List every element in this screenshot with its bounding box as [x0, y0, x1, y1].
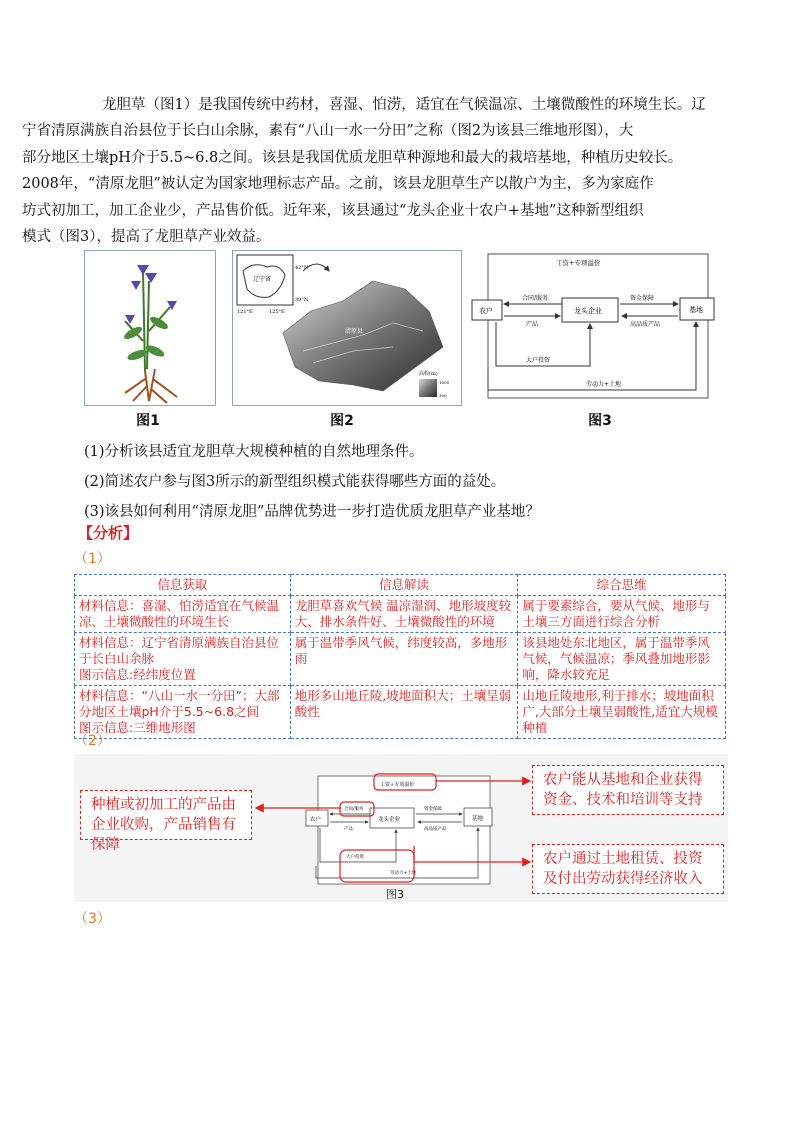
lon-right-label: 125°E — [269, 309, 285, 315]
table-cell: 属于温带季风气候，纬度较高，多地形雨 — [290, 633, 518, 686]
annotated-product: 产品 — [344, 827, 353, 832]
annotated-capital: 资金保障 — [424, 807, 442, 812]
part-3-label: （3） — [74, 911, 111, 927]
base-label: 基地 — [689, 306, 703, 314]
inset-label: 辽宁省 — [253, 276, 272, 283]
lat-bottom-label: 39°N — [295, 297, 309, 303]
intro-line: 宁省清原满族自治县位于长白山余脉，素有“八山一水一分田”之称（图2为该县三维地形图），大 — [22, 123, 634, 140]
table-cell: 材料信息：“八山一水一分田”；大部分地区土壤pH介于5.5~6.8之间 图示信息:三维地形图 — [75, 686, 291, 739]
table-cell: 该县地处东北地区，属于温带季风气候，气候温凉；季风叠加地形影响，降水较充足 — [518, 633, 726, 686]
figure-1-caption: 图1 — [136, 413, 160, 429]
farmer-label: 农户 — [479, 307, 493, 315]
annotated-contract: 合同/服务 — [344, 807, 364, 812]
table-cell: 地形多山地丘陵,坡地面积大；土壤呈弱酸性 — [290, 686, 518, 739]
county-label: 清原县 — [345, 328, 364, 335]
figure-3-caption: 图3 — [588, 413, 612, 429]
question-3: (3)该县如何利用“清原龙胆”品牌优势进一步打造优质龙胆草产业基地？ — [84, 504, 540, 520]
product-label: 产品 — [526, 321, 539, 328]
callout-product-sales: 种植或初加工的产品由企业收购，产品销售有保障 — [80, 790, 252, 840]
table-header: 信息解读 — [290, 575, 518, 596]
table-cell: 材料信息：喜湿、怕涝适宜在气候温凉、土壤微酸性的环境生长 — [75, 596, 291, 633]
intro-line: 部分地区土壤pH介于5.5~6.8之间。该县是我国优质龙胆草种源地和最大的栽培基地，种植历史较长。 — [22, 149, 683, 166]
analysis-heading: 【分析】 — [78, 524, 139, 542]
intro-line: 2008年，“清原龙胆”被认定为国家地理标志产品。之前，该县龙胆草生产以散户为主，多为家庭作 — [22, 176, 654, 193]
legend-high: 1000 — [439, 380, 450, 385]
callout-income: 农户通过土地租赁、投资及付出劳动获得经济收入 — [532, 844, 724, 894]
contract-label: 合同/服务 — [522, 295, 549, 302]
annotated-quality: 高品质产品 — [424, 827, 447, 832]
legend-low: 100 — [439, 393, 447, 398]
question-1: (1)分析该县适宜龙胆草大规模种植的自然地理条件。 — [84, 444, 424, 460]
annotated-farmer: 农户 — [310, 817, 322, 823]
question-2: (2)简述农户参与图3所示的新型组织模式能获得哪些方面的益处。 — [84, 474, 506, 490]
enterprise-label: 龙头企业 — [574, 307, 602, 315]
annotated-top-flow: 工资+专项溢价 — [380, 782, 415, 788]
callout-support: 农户能从基地和企业获得资金、技术和培训等支持 — [532, 765, 724, 815]
part-2-label: （2） — [74, 733, 111, 749]
quality-label: 高品质产品 — [630, 321, 661, 328]
labor-label: 劳动力+土地 — [586, 381, 622, 388]
investment-label: 大户投资 — [526, 357, 551, 364]
lon-left-label: 121°E — [237, 309, 253, 315]
annotated-labor: 劳动力+土地 — [390, 871, 417, 876]
intro-line: 坊式初加工，加工企业少，产品售价低。近年来，该县通过“龙头企业十农户+基地”这种新型组织 — [22, 202, 644, 219]
annotated-base: 基地 — [472, 816, 484, 822]
arrow-to-bottom-callout — [414, 846, 530, 862]
table-header: 信息获取 — [75, 575, 291, 596]
lat-top-label: 42°N — [295, 265, 309, 271]
intro-line: 模式（图3），提高了龙胆草产业效益。 — [22, 229, 271, 246]
annotated-figure-caption: 图3 — [386, 888, 404, 901]
capital-label: 资金保障 — [630, 295, 655, 302]
table-cell: 属于要素综合，要从气候、地形与土壤三方面进行综合分析 — [518, 596, 726, 633]
top-flow-label: 工资+专项溢价 — [556, 259, 601, 267]
figure-2-caption: 图2 — [330, 413, 354, 429]
annotated-investment: 大户投资 — [346, 855, 364, 860]
table-cell: 材料信息：辽宁省清原满族自治县位于长白山余脉 图示信息:经纬度位置 — [75, 633, 291, 686]
part-1-label: （1） — [74, 551, 111, 567]
table-cell: 山地丘陵地形,利于排水；坡地面积广,大部分土壤呈弱酸性,适宜大规模种植 — [518, 686, 726, 739]
annotated-enterprise: 龙头企业 — [378, 817, 401, 823]
legend-title: 高程(m) — [419, 371, 438, 377]
intro-line: 龙胆草（图1）是我国传统中药材，喜湿、怕涝，适宜在气候温凉、土壤微酸性的环境生长。辽 — [102, 97, 706, 113]
table-header: 综合思维 — [518, 575, 726, 596]
table-cell: 龙胆草喜欢气候 温凉湿润、地形坡度较大、排水条件好、土壤微酸性的环境 — [290, 596, 518, 633]
